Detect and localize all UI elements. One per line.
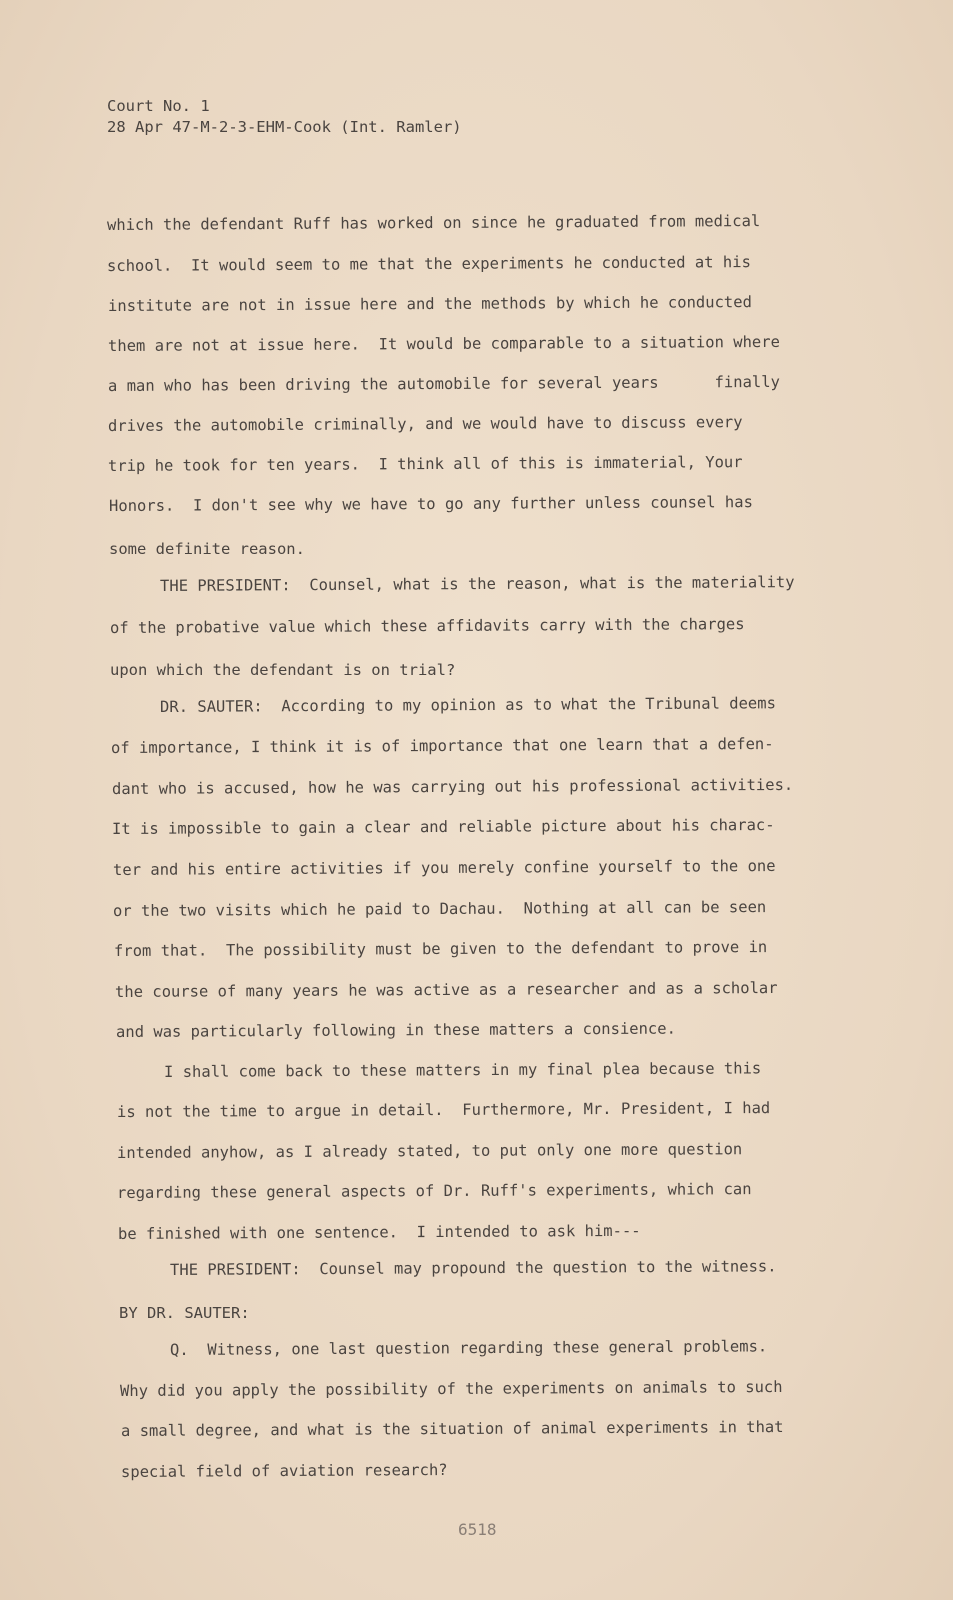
text-line: a small degree, and what is the situation of animal experiments in that <box>120 1417 784 1440</box>
text-line: is not the time to argue in detail. Furthermore, Mr. President, I had <box>116 1099 771 1121</box>
text-line: school. It would seem to me that the experiments he conducted at his <box>106 253 751 275</box>
text-line: from that. The possibility must be given to the defendant to prove in <box>113 938 768 960</box>
page-number: 6518 <box>458 1520 497 1539</box>
text-line: of importance, I think it is of importance that one learn that a defen- <box>110 734 774 757</box>
text-line: DR. SAUTER: According to my opinion as to what the Tribunal deems <box>159 694 776 716</box>
court-number: Court No. 1 <box>107 97 210 115</box>
text-line: them are not at issue here. It would be comparable to a situation where <box>107 332 780 355</box>
text-line: trip he took for ten years. I think all of this is immaterial, Your <box>107 453 743 475</box>
text-line: dant who is accused, how he was carrying out his professional activities. <box>111 775 794 798</box>
text-line: upon which the defendant is on trial? <box>110 661 456 679</box>
page-header <box>107 96 462 138</box>
text-line: institute are not in issue here and the methods by which he conducted <box>107 293 752 315</box>
text-line: BY DR. SAUTER: <box>119 1304 250 1322</box>
text-line: and was particularly following in these matters a consience. <box>115 1019 676 1041</box>
text-line: I shall come back to these matters in my final plea because this <box>163 1059 762 1081</box>
text-line: regarding these general aspects of Dr. Ruff's experiments, which can <box>116 1180 752 1202</box>
text-line: special field of aviation research? <box>120 1461 448 1481</box>
text-line: some definite reason. <box>109 540 305 558</box>
text-line: be finished with one sentence. I intended to ask him--- <box>117 1221 641 1243</box>
text-line: of the probative value which these affidavits carry with the charges <box>109 615 745 637</box>
text-line: Q. Witness, one last question regarding these general problems. <box>169 1337 768 1359</box>
text-line: intended anyhow, as I already stated, to put only one more question <box>116 1140 743 1162</box>
text-line: ter and his entire activities if you merely confine yourself to the one <box>112 856 776 879</box>
text-line: a man who has been driving the automobile for several years finally <box>107 372 780 395</box>
text-line: THE PRESIDENT: Counsel, what is the reason, what is the materiality <box>159 573 795 595</box>
text-line: the course of many years he was active as a researcher and as a scholar <box>114 978 778 1001</box>
text-line: THE PRESIDENT: Counsel may propound the question to the witness. <box>169 1257 777 1279</box>
text-line: or the two visits which he paid to Dachau. Nothing at all can be seen <box>112 898 767 920</box>
text-line: It is impossible to gain a clear and reliable picture about his charac- <box>111 815 775 838</box>
text-line: which the defendant Ruff has worked on since he graduated from medical <box>106 212 761 234</box>
text-line: drives the automobile criminally, and we would have to discuss every <box>107 413 743 435</box>
text-line: Why did you apply the possibility of the experiments on animals to such <box>119 1377 783 1400</box>
transcript-reference: 28 Apr 47-M-2-3-EHM-Cook (Int. Ramler) <box>107 118 462 136</box>
text-line: Honors. I don't see why we have to go any further unless counsel has <box>108 493 753 515</box>
